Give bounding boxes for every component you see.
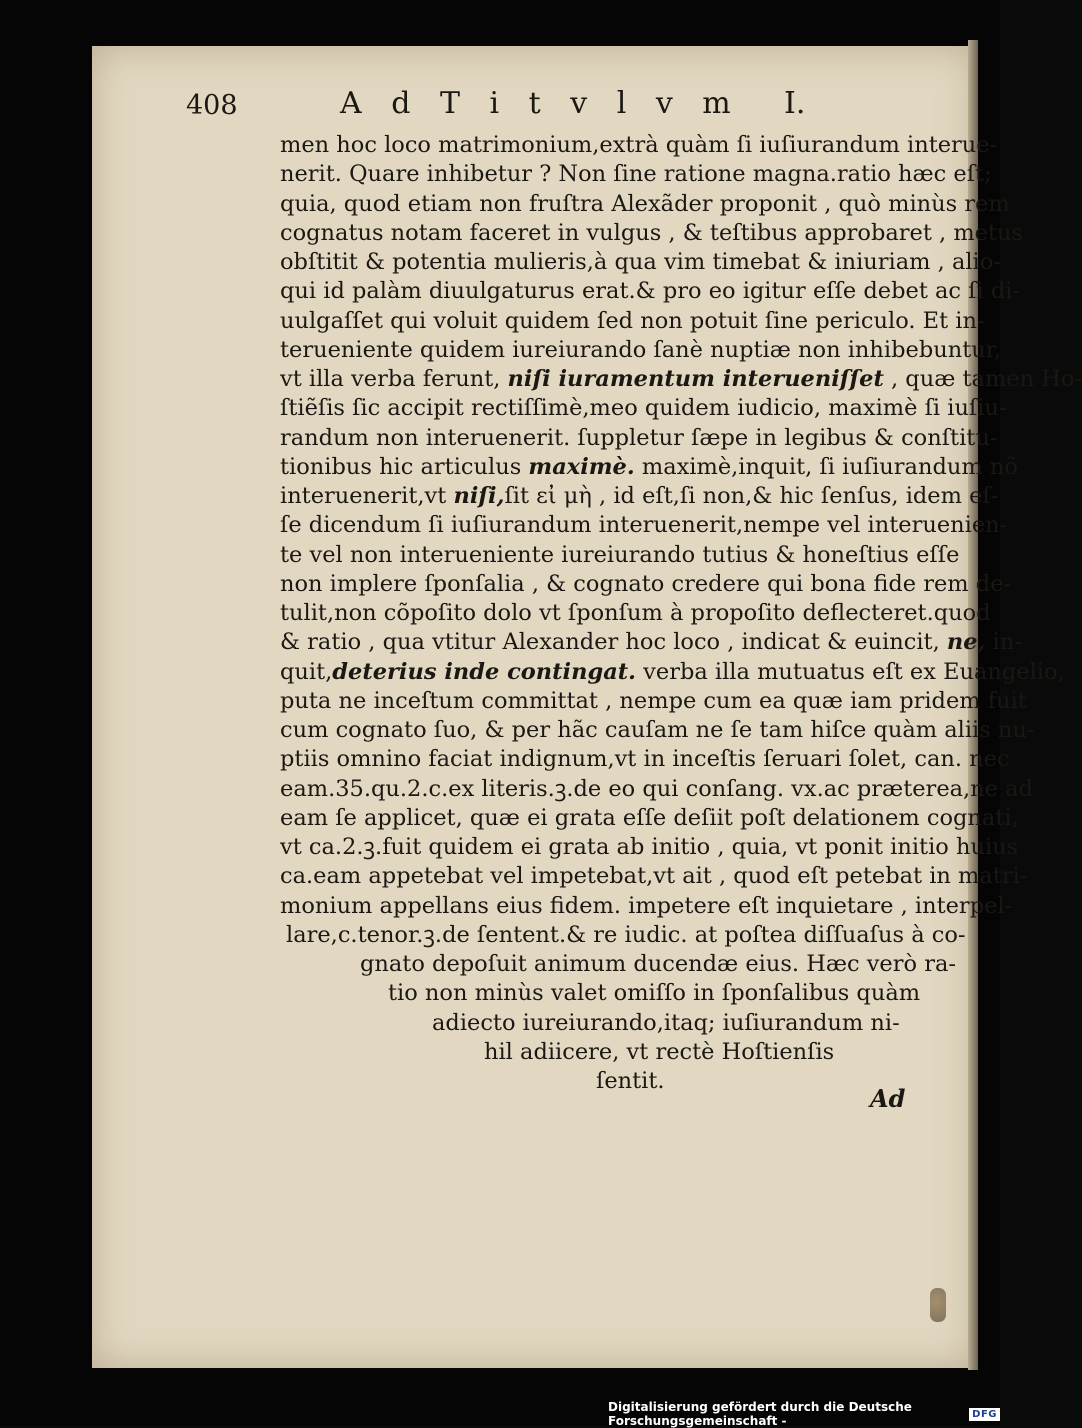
text-segment: eam ſe applicet, quæ ei grata eſſe deſiit poſt delationem cognati, — [280, 804, 1019, 831]
text-segment: hil adiicere, vt rectè Hoſtienſis — [484, 1038, 835, 1065]
text-segment: puta ne inceſtum committat , nempe cum ea quæ iam pridem fuit — [280, 687, 1027, 714]
text-segment: adiecto iureiurando,itaq; iuſiurandum ni- — [432, 1009, 900, 1036]
text-segment: tio non minùs valet omiſſo in ſponſalibus quàm — [388, 980, 921, 1007]
text-segment: & ratio , qua vtitur Alexander hoc loco , indicat & euincit, — [280, 629, 947, 656]
italic-quotation: maximè. — [528, 453, 635, 480]
text-line — [280, 863, 1028, 890]
text-line — [280, 570, 1012, 597]
text-segment: tionibus hic articulus — [280, 453, 529, 480]
text-line — [280, 219, 1024, 246]
running-head-numeral: I. — [784, 86, 806, 121]
credit-text: Digitalisierung gefördert durch die Deutsche Forschungsgemeinschaft - — [608, 1400, 912, 1428]
text-line — [280, 512, 1008, 539]
text-line — [286, 921, 966, 948]
text-segment: randum non interuenerit. ſuppletur ſæpe in legibus & conſtitu- — [280, 424, 998, 451]
text-line — [432, 1009, 900, 1036]
text-segment: ſentit. — [596, 1068, 665, 1094]
text-segment: tulit,non cõpoſito dolo vt ſponſum à propoſito deflecteret.quod — [280, 600, 991, 626]
text-line — [280, 804, 1019, 831]
text-segment: quit, — [280, 658, 333, 685]
text-segment: ſe dicendum ſi iuſiurandum interuenerit,nempe vel interuenien- — [280, 512, 1008, 539]
text-line — [280, 161, 992, 188]
text-segment: uulgaſſet qui voluit quidem ſed non potuit ſine periculo. Et in- — [280, 307, 985, 334]
text-segment: monium appellans eius fidem. impetere eſt inquietare , interpel- — [280, 892, 1013, 919]
text-line — [280, 775, 1033, 802]
text-line — [596, 1070, 696, 1093]
text-segment: te vel non interueniente iureiurando tutius & honeſtius eſſe — [280, 541, 960, 568]
digitization-credit — [608, 1400, 1000, 1428]
running-head — [186, 84, 826, 130]
text-line — [280, 600, 991, 626]
text-line — [280, 717, 1035, 743]
running-head-title: A d T i t v l v m — [340, 86, 741, 121]
text-segment: obſtitit & potentia mulieris,à qua vim timebat & iniuriam , alio- — [280, 249, 1001, 275]
text-segment: ca.eam appetebat vel impetebat,vt ait , quod eſt petebat in matri- — [280, 863, 1028, 890]
text-line — [280, 658, 1065, 685]
italic-quotation: ne, — [946, 629, 986, 656]
text-segment: ſtiẽſis ſic accipit rectiſſimè,meo quidem iudicio, maximè ſi iuſiu- — [280, 395, 1007, 422]
text-segment: men hoc loco matrimonium,extrà quàm ſi iuſiurandum interue- — [280, 132, 998, 158]
text-segment: non implere ſponſalia , & cognato credere qui bona fide rem de- — [280, 570, 1012, 597]
text-segment: terueniente quidem iureiurando ſanè nuptiæ non inhibebuntur, — [280, 336, 1002, 363]
page-number: 408 — [186, 90, 238, 121]
text-segment: gnato depoſuit animum ducendæ eius. Hæc verò ra- — [360, 951, 956, 977]
text-segment: , quæ tamen Ho- — [883, 366, 1082, 392]
text-segment: ptiis omnino faciat indignum,vt in inceſtis ſeruari ſolet, can. nec — [280, 746, 1010, 773]
text-line — [280, 395, 1007, 422]
text-line — [280, 307, 985, 334]
text-line — [360, 951, 956, 977]
text-segment: vt ca.2.ꝫ.fuit quidem ei grata ab initio , quia, vt ponit initio huius — [280, 834, 1019, 860]
text-line — [280, 249, 1001, 275]
text-line — [280, 190, 1010, 217]
ink-blot-mark — [930, 1288, 946, 1322]
text-line — [280, 336, 1002, 363]
text-line — [280, 834, 1019, 860]
text-segment: verba illa mutuatus eſt ex Euangelio, — [636, 658, 1065, 685]
text-segment: nerit. Quare inhibetur ? Non ſine ratione magna.ratio hæc eſt; — [280, 161, 992, 188]
italic-quotation: niſi iuramentum interueniſſet — [507, 366, 884, 392]
text-line — [280, 541, 960, 568]
italic-quotation: deterius inde contingat. — [332, 658, 637, 685]
text-segment: cognatus notam faceret in vulgus , & teſtibus approbaret , metus — [280, 219, 1024, 246]
catchword: Ad — [870, 1084, 906, 1113]
text-line — [280, 629, 1022, 656]
text-line — [280, 366, 1082, 392]
text-line — [280, 424, 998, 451]
text-segment: qui id palàm diuulgaturus erat.& pro eo igitur eſſe debet ac ſi di- — [280, 278, 1021, 305]
text-line — [280, 892, 1013, 919]
text-line — [280, 453, 1018, 480]
text-segment: eam.35.qu.2.c.ex literis.ꝫ.de eo qui conſang. vx.ac præterea,ne ad — [280, 775, 1033, 802]
text-line — [280, 278, 1021, 305]
text-segment: ſit εἰ μὴ , id eſt,ſi non,& hic ſenſus, idem eſ- — [504, 483, 999, 509]
text-line — [280, 483, 999, 509]
text-line — [280, 746, 1010, 773]
text-segment: vt illa verba ferunt, — [280, 366, 508, 392]
text-segment: lare,c.tenor.ꝫ.de ſentent.& re iudic. at poſtea diſſuaſus à co- — [286, 921, 966, 948]
italic-quotation: niſi, — [453, 483, 505, 509]
text-line — [280, 687, 1027, 714]
text-segment: in- — [985, 629, 1022, 656]
text-segment: maximè,inquit, ſi iuſiurandum nõ — [634, 453, 1018, 480]
text-line — [388, 980, 921, 1007]
dfg-logo: DFG — [969, 1408, 1000, 1421]
text-line — [484, 1038, 835, 1065]
text-segment: quia, quod etiam non fruſtra Alexãder proponit , quò minùs rem — [280, 190, 1010, 217]
text-segment: interuenerit,vt — [280, 483, 454, 509]
text-segment: cum cognato ſuo, & per hãc cauſam ne ſe tam hiſce quàm aliis nu- — [280, 717, 1035, 743]
text-line — [280, 132, 998, 158]
